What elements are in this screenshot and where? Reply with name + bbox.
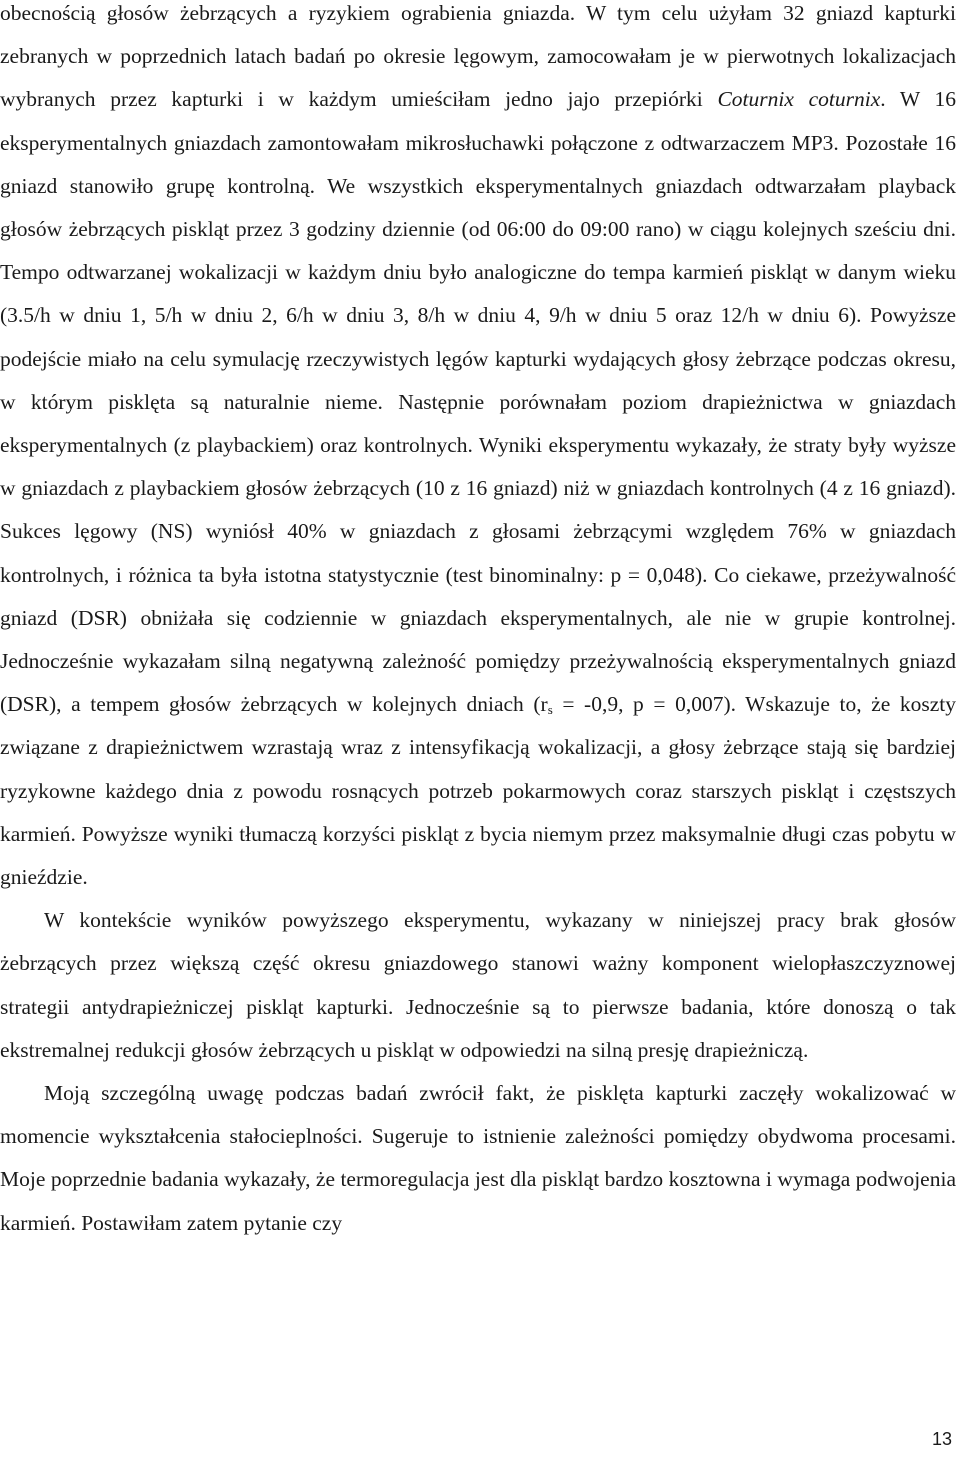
text-run: Moją szczególną uwagę podczas badań zwrócił fakt, że pisklęta kapturki zaczęły wokalizować w momencie wykształcenia stałocieplności. Sugeruje to istnienie zależności pomiędzy obydwoma procesami. Moje poprzednie badania wykazały, że termoregulacja jest dla piskląt bardzo kosztowna i wymaga podwojenia karmień. Postawiłam zatem pytanie czy <box>0 1081 956 1235</box>
subscript: s <box>547 702 553 718</box>
text-run: W kontekście wyników powyższego eksperymentu, wykazany w niniejszej pracy brak głosów żebrzących przez większą część okresu gniazdowego stanowi ważny komponent wielopłaszczyznowej strategii antydrapieżniczej piskląt kapturki. Jednocześnie są to pierwsze badania, które donoszą o tak ekstremalnej redukcji głosów żebrzących u piskląt w odpowiedzi na silną presję drapieżniczą. <box>0 908 956 1062</box>
text-run: obecnością głosów żebrzących a ryzykiem ograbienia gniazda. W tym celu użyłam 32 gniazd kapturki zebranych w poprzednich latach badań po okresie lęgowym, zamocowałam je w pierwotnych lokalizacjach wybranych przez kapturki i w każdym umieściłam jedno jajo przepiórki <box>0 1 956 112</box>
paragraph <box>0 899 956 1072</box>
italic-species-name: Coturnix coturnix <box>717 87 881 112</box>
paragraph <box>0 1072 956 1245</box>
text-run: . W 16 eksperymentalnych gniazdach zamontowałam mikrosłuchawki połączone z odtwarzaczem MP3. Pozostałe 16 gniazd stanowiło grupę kontrolną. We wszystkich eksperymentalnych gniazdach odtwarzałam playback głosów żebrzących piskląt przez 3 godziny dziennie (od 06:00 do 09:00 rano) w ciągu kolejnych sześciu dni. Tempo odtwarzanej wokalizacji w każdym dniu było analogiczne do tempa karmień piskląt w danym wieku (3.5/h w dniu 1, 5/h w dniu 2, 6/h w dniu 3, 8/h w dniu 4, 9/h w dniu 5 oraz 12/h w dniu 6). Powyższe podejście miało na celu symulację rzeczywistych lęgów kapturki wydających głosy żebrzące podczas okresu, w którym pisklęta są naturalnie nieme. Następnie porównałam poziom drapieżnictwa w gniazdach eksperymentalnych (z playbackiem) oraz kontrolnych. Wyniki eksperymentu wykazały, że straty były wyższe w gniazdach z playbackiem głosów żebrzących (10 z 16 gniazd) niż w gniazdach kontrolnych (4 z 16 gniazd). Sukces lęgowy (NS) wyniósł 40% w gniazdach z głosami żebrzącymi względem 76% w gniazdach kontrolnych, i różnica ta była istotna statystycznie (test binominalny: p = 0,048). Co ciekawe, przeżywalność gniazd (DSR) obniżała się codziennie w gniazdach eksperymentalnych, ale nie w grupie kontrolnej. Jednocześnie wykazałam silną negatywną zależność pomiędzy przeżywalnością eksperymentalnych gniazd (DSR), a tempem głosów żebrzących w kolejnych dniach (r <box>0 87 956 717</box>
page-number: 13 <box>931 1429 952 1449</box>
text-run: = -0,9, p = 0,007). Wskazuje to, że koszty związane z drapieżnictwem wzrastają wraz z intensyfikacją wokalizacji, a głosy żebrzące stają się bardziej ryzykowne każdego dnia z powodu rosnących potrzeb pokarmowych coraz starszych piskląt i częstszych karmień. Powyższe wyniki tłumaczą korzyści piskląt z bycia niemym przez maksymalnie długi czas pobytu w gnieździe. <box>0 692 956 890</box>
